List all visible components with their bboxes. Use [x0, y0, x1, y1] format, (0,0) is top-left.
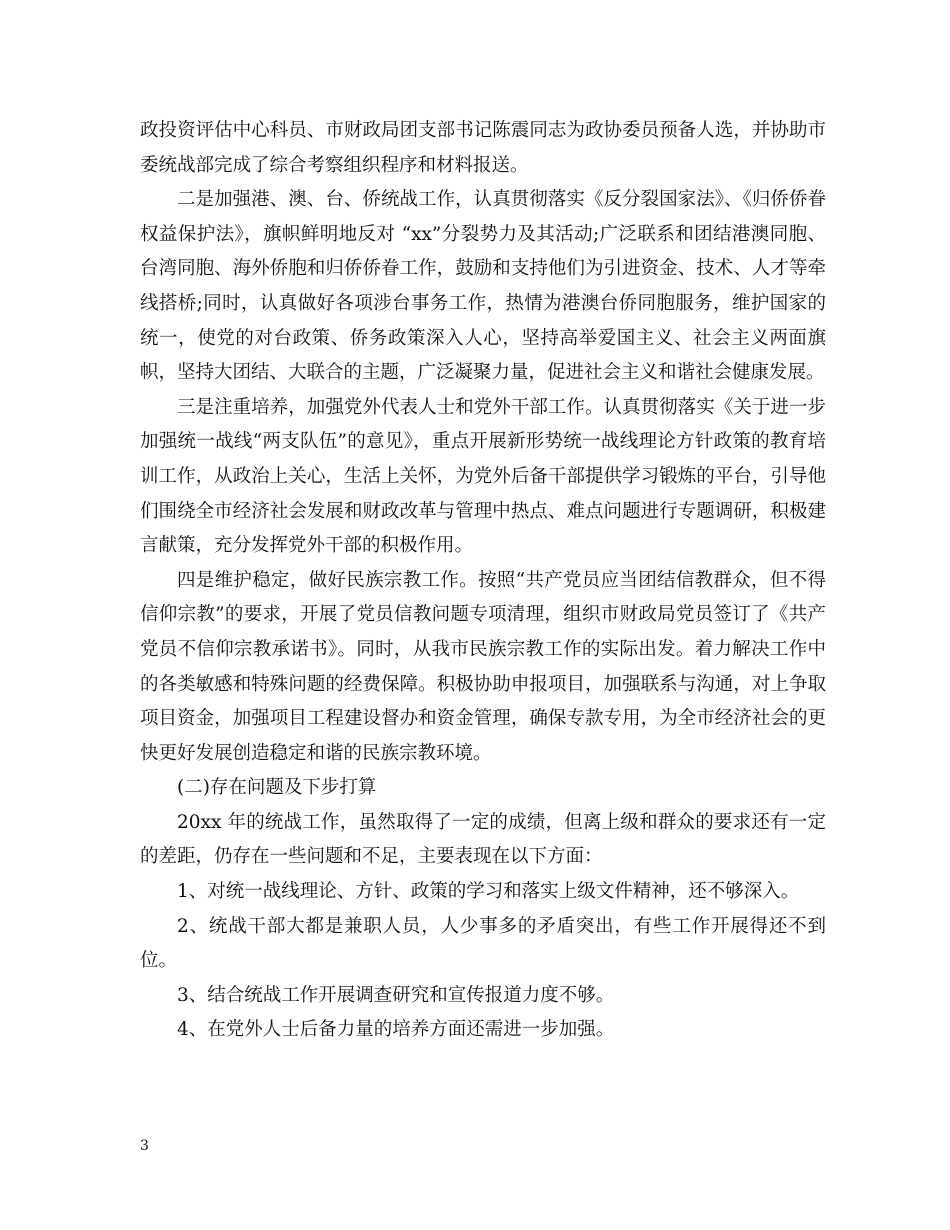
page-number: 3	[140, 1138, 149, 1154]
document-body	[140, 114, 826, 1048]
paragraph-2: 二是加强港、澳、台、侨统战工作，认真贯彻落实《反分裂国家法》、《归侨侨眷权益保护法》，旗帜鲜明地反对 “xx”分裂势力及其活动;广泛联系和团结港澳同胞、台湾同胞、海外侨胞和归侨侨眷工作，鼓励和支持他们为引进资金、技术、人才等牵线搭桥;同时，认真做好各项涉台事务工作，热情为港澳台侨同胞服务，维护国家的统一，使党的对台政策、侨务政策深入人心，坚持高举爱国主义、社会主义两面旗帜，坚持大团结、大联合的主题，广泛凝聚力量，促进社会主义和谐社会健康发展。	[140, 189, 826, 384]
paragraph-4: 四是维护稳定，做好民族宗教工作。按照“共产党员应当团结信教群众，但不得信仰宗教”的要求，开展了党员信教问题专项清理，组织市财政局党员签订了《共产党员不信仰宗教承诺书》。同时，从我市民族宗教工作的实际出发。着力解决工作中的各类敏感和特殊问题的经费保障。积极协助申报项目，加强联系与沟通，对上争取项目资金，加强项目工程建设督办和资金管理，确保专款专用，为全市经济社会的更快更好发展创造稳定和谐的民族宗教环境。	[140, 569, 826, 764]
paragraph-3: 三是注重培养，加强党外代表人士和党外干部工作。认真贯彻落实《关于进一步加强统一战线“两支队伍”的意见》，重点开展新形势统一战线理论方针政策的教育培训工作，从政治上关心，生活上关怀，为党外后备干部提供学习锻炼的平台，引导他们围绕全市经济社会发展和财政改革与管理中热点、难点问题进行专题调研，积极建言献策，充分发挥党外干部的积极作用。	[140, 396, 826, 557]
list-item-4: 4、在党外人士后备力量的培养方面还需进一步加强。	[177, 1019, 615, 1041]
paragraph-6: 20xx 年的统战工作，虽然取得了一定的成绩，但离上级和群众的要求还有一定的差距，仍存在一些问题和不足，主要表现在以下方面：	[140, 811, 826, 868]
list-item-1: 1、对统一战线理论、方针、政策的学习和落实上级文件精神，还不够深入。	[177, 881, 800, 903]
list-item-3: 3、结合统战工作开展调查研究和宣传报道力度不够。	[177, 984, 615, 1006]
list-item-2: 2、统战干部大都是兼职人员，人少事多的矛盾突出，有些工作开展得还不到位。	[140, 915, 826, 972]
paragraph-1: 政投资评估中心科员、市财政局团支部书记陈震同志为政协委员预备人选，并协助市委统战部完成了综合考察组织程序和材料报送。	[140, 120, 826, 176]
section-heading: (二)存在问题及下步打算	[177, 777, 377, 799]
